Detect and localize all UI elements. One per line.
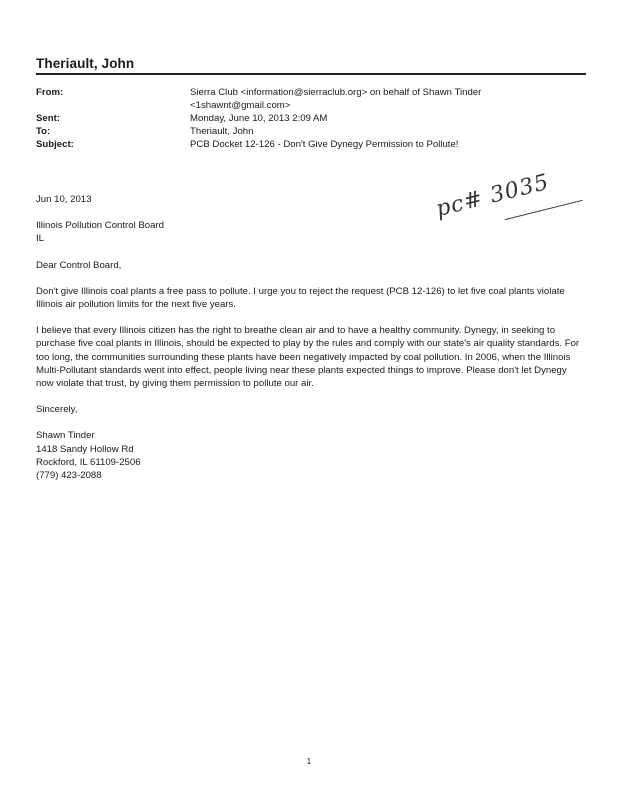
recipient-line2: IL [36, 233, 45, 245]
signer-name: Shawn Tinder [36, 430, 95, 442]
closing: Sincerely, [36, 404, 78, 416]
from-value [190, 86, 596, 112]
page-number: 1 [306, 757, 312, 766]
stamp-text: pc# 3035 [433, 169, 552, 223]
to-value: Theriault, John [190, 126, 254, 137]
subject-value: PCB Docket 12-126 - Don't Give Dynegy Permission to Pollute! [190, 139, 459, 150]
from-value-line2: <1shawnt@gmail.com> [190, 100, 291, 111]
sent-value: Monday, June 10, 2013 2:09 AM [190, 113, 328, 124]
subject-row [36, 138, 596, 151]
letter-date: Jun 10, 2013 [36, 194, 92, 205]
to-row [36, 125, 596, 138]
header-divider [36, 73, 586, 75]
sender-name: Theriault, John [36, 56, 135, 71]
letter-paragraph-2: I believe that every Illinois citizen has the right to breathe clean air and to have a healthy community. Dynegy, in seeking to purchase five coal plants in Illinois, should be expected to play by the rules and comply with our state's air quality standards. For too long, the communities surrounding these plants have been negatively impacted by coal pollution. In 2006, when the Illinois Multi-Pollutant standards went into effect, people living near these plants expected things to improve. Please don't let Dynegy now violate that trust, by giving them permission to pollute our air. [36, 325, 580, 390]
letter-paragraph-1: Don't give Illinois coal plants a free pass to pollute. I urge you to reject the request (PCB 12-126) to let five coal plants violate Illinois air pollution limits for the next five years. [36, 285, 565, 311]
recipient-line1: Illinois Pollution Control Board [36, 220, 164, 232]
email-header [36, 86, 596, 151]
from-value-line1: Sierra Club <information@sierraclub.org> on behalf of Shawn Tinder [190, 87, 482, 98]
from-label: From: [36, 87, 64, 98]
to-label: To: [36, 126, 51, 137]
signer-address-line1: 1418 Sandy Hollow Rd [36, 443, 134, 455]
sent-label: Sent: [36, 113, 60, 124]
signer-phone: (779) 423-2088 [36, 470, 102, 482]
signer-address-line2: Rockford, IL 61109-2506 [36, 456, 141, 468]
subject-label: Subject: [36, 139, 74, 150]
salutation: Dear Control Board, [36, 259, 122, 271]
letter-body [36, 193, 584, 482]
sent-row [36, 112, 596, 125]
from-row [36, 86, 596, 112]
